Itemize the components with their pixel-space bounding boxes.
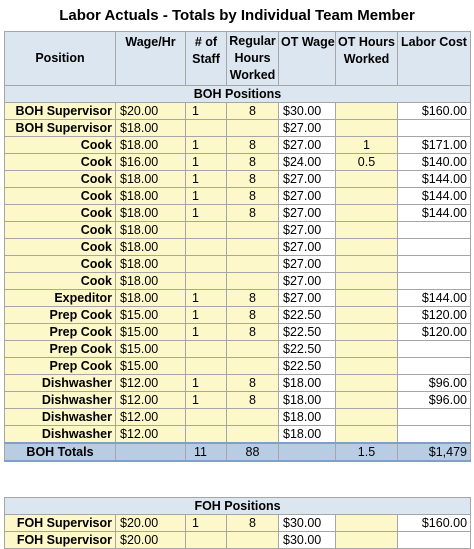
wage-cell[interactable]: $18.00 [116,290,186,307]
regular-hours-cell[interactable] [227,222,279,239]
staff-count-cell[interactable] [186,239,227,256]
staff-count-cell[interactable]: 1 [186,307,227,324]
position-cell[interactable]: Dishwasher [5,409,116,426]
labor-cost-cell[interactable] [398,409,471,426]
position-cell[interactable]: Dishwasher [5,426,116,444]
boh-labor-table [4,31,471,462]
staff-count-cell[interactable] [186,273,227,290]
ot-wage-cell[interactable]: $27.00 [279,290,336,307]
wage-cell[interactable]: $15.00 [116,358,186,375]
ot-wage-cell[interactable]: $30.00 [279,532,336,549]
labor-cost-cell[interactable] [398,358,471,375]
column-header-ot-wage: OT Wage [279,32,336,86]
labor-cost-cell[interactable]: $120.00 [398,307,471,324]
staff-count-cell[interactable] [186,222,227,239]
ot-wage-cell[interactable]: $22.50 [279,324,336,341]
labor-cost-cell[interactable] [398,341,471,358]
ot-hours-cell[interactable] [336,358,398,375]
table-row [5,375,471,392]
position-cell[interactable]: Cook [5,273,116,290]
column-header-staff: # of Staff [186,32,227,86]
ot-hours-cell[interactable] [336,290,398,307]
table-row [5,341,471,358]
totals-ot-hours: 1.5 [336,443,398,461]
ot-hours-cell[interactable] [336,307,398,324]
ot-hours-cell[interactable] [336,171,398,188]
ot-hours-cell[interactable] [336,515,398,532]
position-cell[interactable]: Cook [5,205,116,222]
table-row [5,358,471,375]
staff-count-cell[interactable] [186,341,227,358]
regular-hours-cell[interactable]: 8 [227,375,279,392]
ot-wage-cell[interactable]: $27.00 [279,171,336,188]
labor-cost-cell[interactable]: $96.00 [398,375,471,392]
regular-hours-cell[interactable]: 8 [227,205,279,222]
regular-hours-cell[interactable]: 8 [227,290,279,307]
ot-hours-cell[interactable] [336,120,398,137]
ot-wage-cell[interactable]: $27.00 [279,188,336,205]
table-row [5,222,471,239]
regular-hours-cell[interactable]: 8 [227,392,279,409]
ot-hours-cell[interactable] [336,205,398,222]
staff-count-cell[interactable]: 1 [186,392,227,409]
wage-cell[interactable]: $18.00 [116,256,186,273]
position-cell[interactable]: Expeditor [5,290,116,307]
column-header-regular-hours: Regular Hours Worked [227,32,279,86]
ot-wage-cell[interactable]: $27.00 [279,205,336,222]
staff-count-cell[interactable]: 1 [186,171,227,188]
table-row [5,120,471,137]
staff-count-cell[interactable]: 1 [186,290,227,307]
ot-wage-cell[interactable]: $22.50 [279,341,336,358]
ot-wage-cell[interactable]: $18.00 [279,426,336,444]
position-cell[interactable]: Cook [5,222,116,239]
wage-cell[interactable]: $20.00 [116,532,186,549]
wage-cell[interactable]: $20.00 [116,515,186,532]
table-row [5,273,471,290]
regular-hours-cell[interactable] [227,409,279,426]
wage-cell[interactable]: $18.00 [116,120,186,137]
ot-wage-cell[interactable]: $27.00 [279,256,336,273]
ot-wage-cell[interactable]: $27.00 [279,137,336,154]
regular-hours-cell[interactable]: 8 [227,307,279,324]
table-row [5,256,471,273]
labor-cost-cell[interactable]: $96.00 [398,392,471,409]
table-row [5,188,471,205]
table-row [5,171,471,188]
staff-count-cell[interactable]: 1 [186,205,227,222]
wage-cell[interactable]: $15.00 [116,341,186,358]
position-cell[interactable]: Dishwasher [5,375,116,392]
regular-hours-cell[interactable] [227,426,279,444]
position-cell[interactable]: Cook [5,256,116,273]
regular-hours-cell[interactable] [227,120,279,137]
labor-cost-cell[interactable]: $160.00 [398,103,471,120]
position-cell[interactable]: FOH Supervisor [5,515,116,532]
position-cell[interactable]: Prep Cook [5,307,116,324]
labor-cost-cell[interactable]: $144.00 [398,290,471,307]
position-cell[interactable]: Prep Cook [5,341,116,358]
wage-cell[interactable]: $16.00 [116,154,186,171]
column-header-wage: Wage/Hr [116,32,186,86]
totals-ot-wage-empty [279,443,336,461]
ot-hours-cell[interactable] [336,324,398,341]
foh-labor-table [4,497,471,549]
regular-hours-cell[interactable] [227,358,279,375]
ot-hours-cell[interactable] [336,341,398,358]
regular-hours-cell[interactable] [227,239,279,256]
header-row [5,32,471,86]
regular-hours-cell[interactable] [227,341,279,358]
column-header-ot-hours: OT Hours Worked [336,32,398,86]
wage-cell[interactable]: $18.00 [116,273,186,290]
staff-count-cell[interactable] [186,358,227,375]
ot-wage-cell[interactable]: $22.50 [279,358,336,375]
wage-cell[interactable]: $12.00 [116,375,186,392]
wage-cell[interactable]: $18.00 [116,222,186,239]
ot-hours-cell[interactable] [336,409,398,426]
ot-hours-cell[interactable] [336,256,398,273]
ot-hours-cell[interactable] [336,375,398,392]
boh-section-header [5,86,471,103]
staff-count-cell[interactable] [186,120,227,137]
regular-hours-cell[interactable]: 8 [227,171,279,188]
wage-cell[interactable]: $12.00 [116,409,186,426]
labor-cost-cell[interactable]: $171.00 [398,137,471,154]
ot-wage-cell[interactable]: $18.00 [279,392,336,409]
labor-cost-cell[interactable]: $160.00 [398,515,471,532]
position-cell[interactable]: BOH Supervisor [5,120,116,137]
section-label: BOH Positions [5,86,471,103]
labor-cost-cell[interactable]: $144.00 [398,188,471,205]
wage-cell[interactable]: $18.00 [116,137,186,154]
regular-hours-cell[interactable]: 8 [227,188,279,205]
ot-hours-cell[interactable] [336,239,398,256]
table-row [5,324,471,341]
position-cell[interactable]: FOH Supervisor [5,532,116,549]
table-row [5,239,471,256]
table-row [5,205,471,222]
staff-count-cell[interactable]: 1 [186,188,227,205]
labor-cost-cell[interactable] [398,426,471,444]
regular-hours-cell[interactable] [227,256,279,273]
regular-hours-cell[interactable]: 8 [227,137,279,154]
table-row [5,426,471,444]
labor-cost-cell[interactable]: $144.00 [398,171,471,188]
wage-cell[interactable]: $15.00 [116,307,186,324]
table-row [5,392,471,409]
wage-cell[interactable]: $18.00 [116,188,186,205]
labor-cost-cell[interactable] [398,256,471,273]
labor-cost-cell[interactable] [398,239,471,256]
wage-cell[interactable]: $18.00 [116,239,186,256]
foh-section-header [5,498,471,515]
wage-cell[interactable]: $18.00 [116,171,186,188]
ot-wage-cell[interactable]: $27.00 [279,222,336,239]
ot-hours-cell[interactable] [336,103,398,120]
staff-count-cell[interactable]: 1 [186,515,227,532]
regular-hours-cell[interactable]: 8 [227,154,279,171]
labor-cost-cell[interactable]: $140.00 [398,154,471,171]
table-row [5,103,471,120]
ot-hours-cell[interactable] [336,188,398,205]
wage-cell[interactable]: $15.00 [116,324,186,341]
sheet-title: Labor Actuals - Totals by Individual Team Member [59,7,415,24]
staff-count-cell[interactable]: 1 [186,375,227,392]
table-row [5,409,471,426]
ot-wage-cell[interactable]: $24.00 [279,154,336,171]
wage-cell[interactable]: $20.00 [116,103,186,120]
ot-hours-cell[interactable] [336,392,398,409]
totals-label: BOH Totals [5,443,116,461]
ot-hours-cell[interactable]: 1 [336,137,398,154]
totals-labor-cost: $1,479 [398,443,471,461]
section-label: FOH Positions [5,498,471,515]
labor-cost-cell[interactable] [398,222,471,239]
position-cell[interactable]: Cook [5,239,116,256]
ot-wage-cell[interactable]: $18.00 [279,409,336,426]
position-cell[interactable]: Cook [5,188,116,205]
labor-cost-cell[interactable] [398,273,471,290]
labor-cost-cell[interactable]: $120.00 [398,324,471,341]
labor-cost-cell[interactable] [398,120,471,137]
staff-count-cell[interactable] [186,426,227,444]
position-cell[interactable]: Prep Cook [5,358,116,375]
totals-wage-empty [116,443,186,461]
table-row [5,515,471,532]
wage-cell[interactable]: $18.00 [116,205,186,222]
position-cell[interactable]: BOH Supervisor [5,103,116,120]
ot-wage-cell[interactable]: $27.00 [279,120,336,137]
ot-wage-cell[interactable]: $22.50 [279,307,336,324]
column-header-labor-cost: Labor Cost [398,32,471,86]
position-cell[interactable]: Prep Cook [5,324,116,341]
ot-wage-cell[interactable]: $30.00 [279,103,336,120]
staff-count-cell[interactable]: 1 [186,324,227,341]
boh-totals-row [5,443,471,461]
ot-wage-cell[interactable]: $27.00 [279,273,336,290]
position-cell[interactable]: Cook [5,154,116,171]
position-cell[interactable]: Cook [5,137,116,154]
staff-count-cell[interactable]: 1 [186,137,227,154]
staff-count-cell[interactable]: 1 [186,103,227,120]
ot-hours-cell[interactable] [336,222,398,239]
wage-cell[interactable]: $12.00 [116,392,186,409]
staff-count-cell[interactable] [186,409,227,426]
ot-wage-cell[interactable]: $18.00 [279,375,336,392]
table-row [5,307,471,324]
ot-hours-cell[interactable]: 0.5 [336,154,398,171]
totals-staff: 11 [186,443,227,461]
regular-hours-cell[interactable]: 8 [227,515,279,532]
column-header-position: Position [5,32,116,86]
staff-count-cell[interactable] [186,256,227,273]
position-cell[interactable]: Cook [5,171,116,188]
table-row [5,137,471,154]
regular-hours-cell[interactable]: 8 [227,324,279,341]
ot-wage-cell[interactable]: $30.00 [279,515,336,532]
labor-cost-cell[interactable]: $144.00 [398,205,471,222]
ot-hours-cell[interactable] [336,426,398,444]
wage-cell[interactable]: $12.00 [116,426,186,444]
regular-hours-cell[interactable] [227,273,279,290]
ot-hours-cell[interactable] [336,273,398,290]
regular-hours-cell[interactable]: 8 [227,103,279,120]
table-row [5,154,471,171]
table-row [5,290,471,307]
staff-count-cell[interactable]: 1 [186,154,227,171]
position-cell[interactable]: Dishwasher [5,392,116,409]
ot-wage-cell[interactable]: $27.00 [279,239,336,256]
totals-hours: 88 [227,443,279,461]
